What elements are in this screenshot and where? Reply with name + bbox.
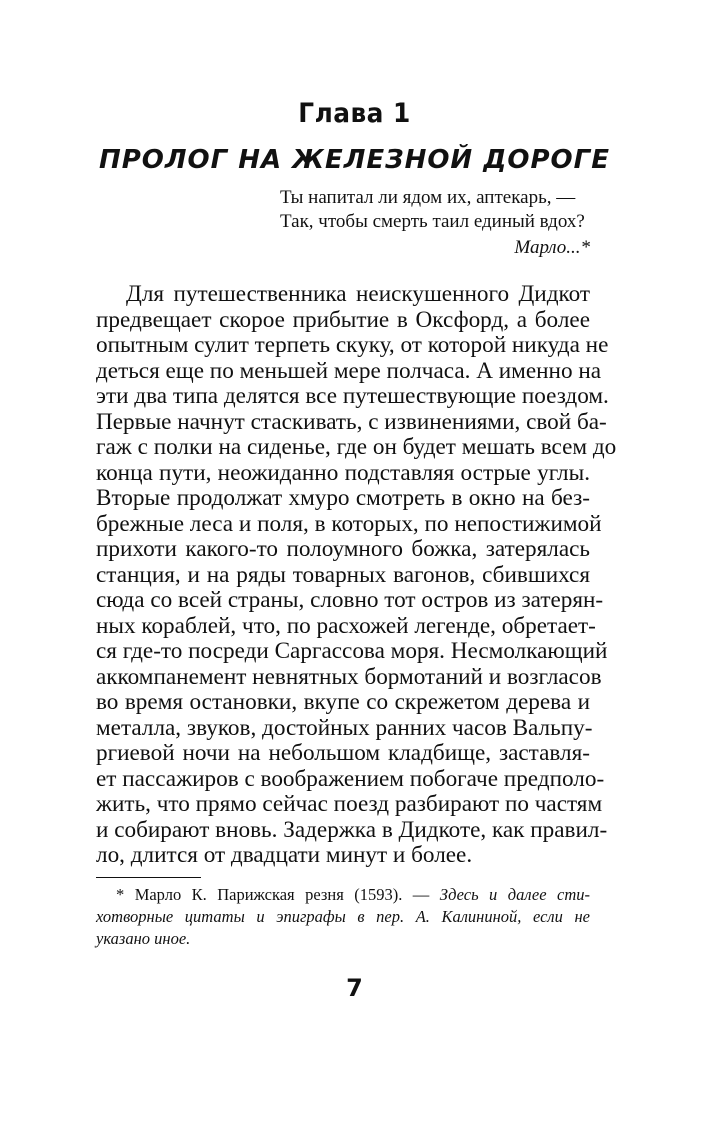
text-line: ло, длится от двадцати минут и более. bbox=[96, 842, 473, 868]
text-line: конца пути, неожиданно подставляя острые углы. bbox=[96, 459, 590, 486]
text-line: эти два типа делятся все путешествующие поездом. bbox=[96, 383, 609, 409]
text-line: брежные леса и поля, в которых, по непостижимой bbox=[96, 510, 602, 537]
footnote-line: хотворные цитаты и эпиграфы в пер. А. Калининой, если не bbox=[96, 907, 590, 926]
text-line: жить, что прямо сейчас поезд разбирают по частям bbox=[96, 791, 603, 817]
text-line: деться еще по меньшей мере полчаса. А именно на bbox=[96, 357, 602, 384]
text-line: предвещает скорое прибытие в Оксфорд, а более bbox=[96, 306, 590, 333]
footnote-divider bbox=[96, 877, 201, 878]
text-line: во время остановки, вкупе со скрежетом дерева и bbox=[96, 689, 590, 715]
epigraph-author: Марло...* bbox=[514, 237, 590, 258]
text-line: металла, звуков, достойных ранних часов Вальпу- bbox=[96, 714, 593, 741]
text-line: ся где-то посреди Саргассова моря. Несмолкающий bbox=[96, 638, 608, 664]
epigraph bbox=[280, 186, 590, 260]
text-line: опытным сулит терпеть скуку, от которой никуда не bbox=[96, 332, 609, 358]
epigraph-line: Ты напитал ли ядом их, аптекарь, — bbox=[280, 187, 576, 208]
footnote-source: * Марло К. Парижская резня (1593). — bbox=[116, 885, 440, 904]
text-line: Для путешественника неискушенного Дидкот bbox=[126, 281, 590, 307]
text-line: и собирают вновь. Задержка в Дидкоте, как правил- bbox=[96, 816, 608, 843]
text-line: Первые начнут стаскивать, с извинениями, свой ба- bbox=[96, 408, 607, 435]
text-line: Вторые продолжат хмуро смотреть в окно на без- bbox=[96, 485, 590, 511]
text-line: сюда со всей страны, словно тот остров из затерян- bbox=[96, 587, 604, 613]
text-line: ных кораблей, что, по расхожей легенде, обретает- bbox=[96, 612, 596, 639]
text-line: ет пассажиров с воображением побогаче предполо- bbox=[96, 765, 605, 792]
text-line: гаж с полки на сиденье, где он будет мешать всем до bbox=[96, 434, 617, 460]
footnote-line: указано иное. bbox=[96, 929, 191, 948]
text-line: прихоти какого-то полоумного божка, затерялась bbox=[96, 536, 590, 562]
footnote-note: Здесь и далее сти- bbox=[439, 885, 590, 904]
page-number: 7 bbox=[346, 974, 363, 1002]
footnote bbox=[96, 884, 590, 950]
text-line: аккомпанемент невнятных бормотаний и возгласов bbox=[96, 663, 602, 690]
text-line: станция, и на ряды товарных вагонов, сбившихся bbox=[96, 561, 590, 588]
epigraph-line: Так, чтобы смерть таил единый вдох? bbox=[280, 211, 585, 232]
body-paragraph bbox=[96, 281, 617, 869]
text-line: ргиевой ночи на небольшом кладбище, заставля- bbox=[96, 740, 590, 766]
chapter-number: Глава 1 bbox=[298, 98, 411, 129]
footnote-line bbox=[96, 884, 590, 906]
chapter-title: ПРОЛОГ НА ЖЕЛЕЗНОЙ ДОРОГЕ bbox=[98, 145, 610, 175]
